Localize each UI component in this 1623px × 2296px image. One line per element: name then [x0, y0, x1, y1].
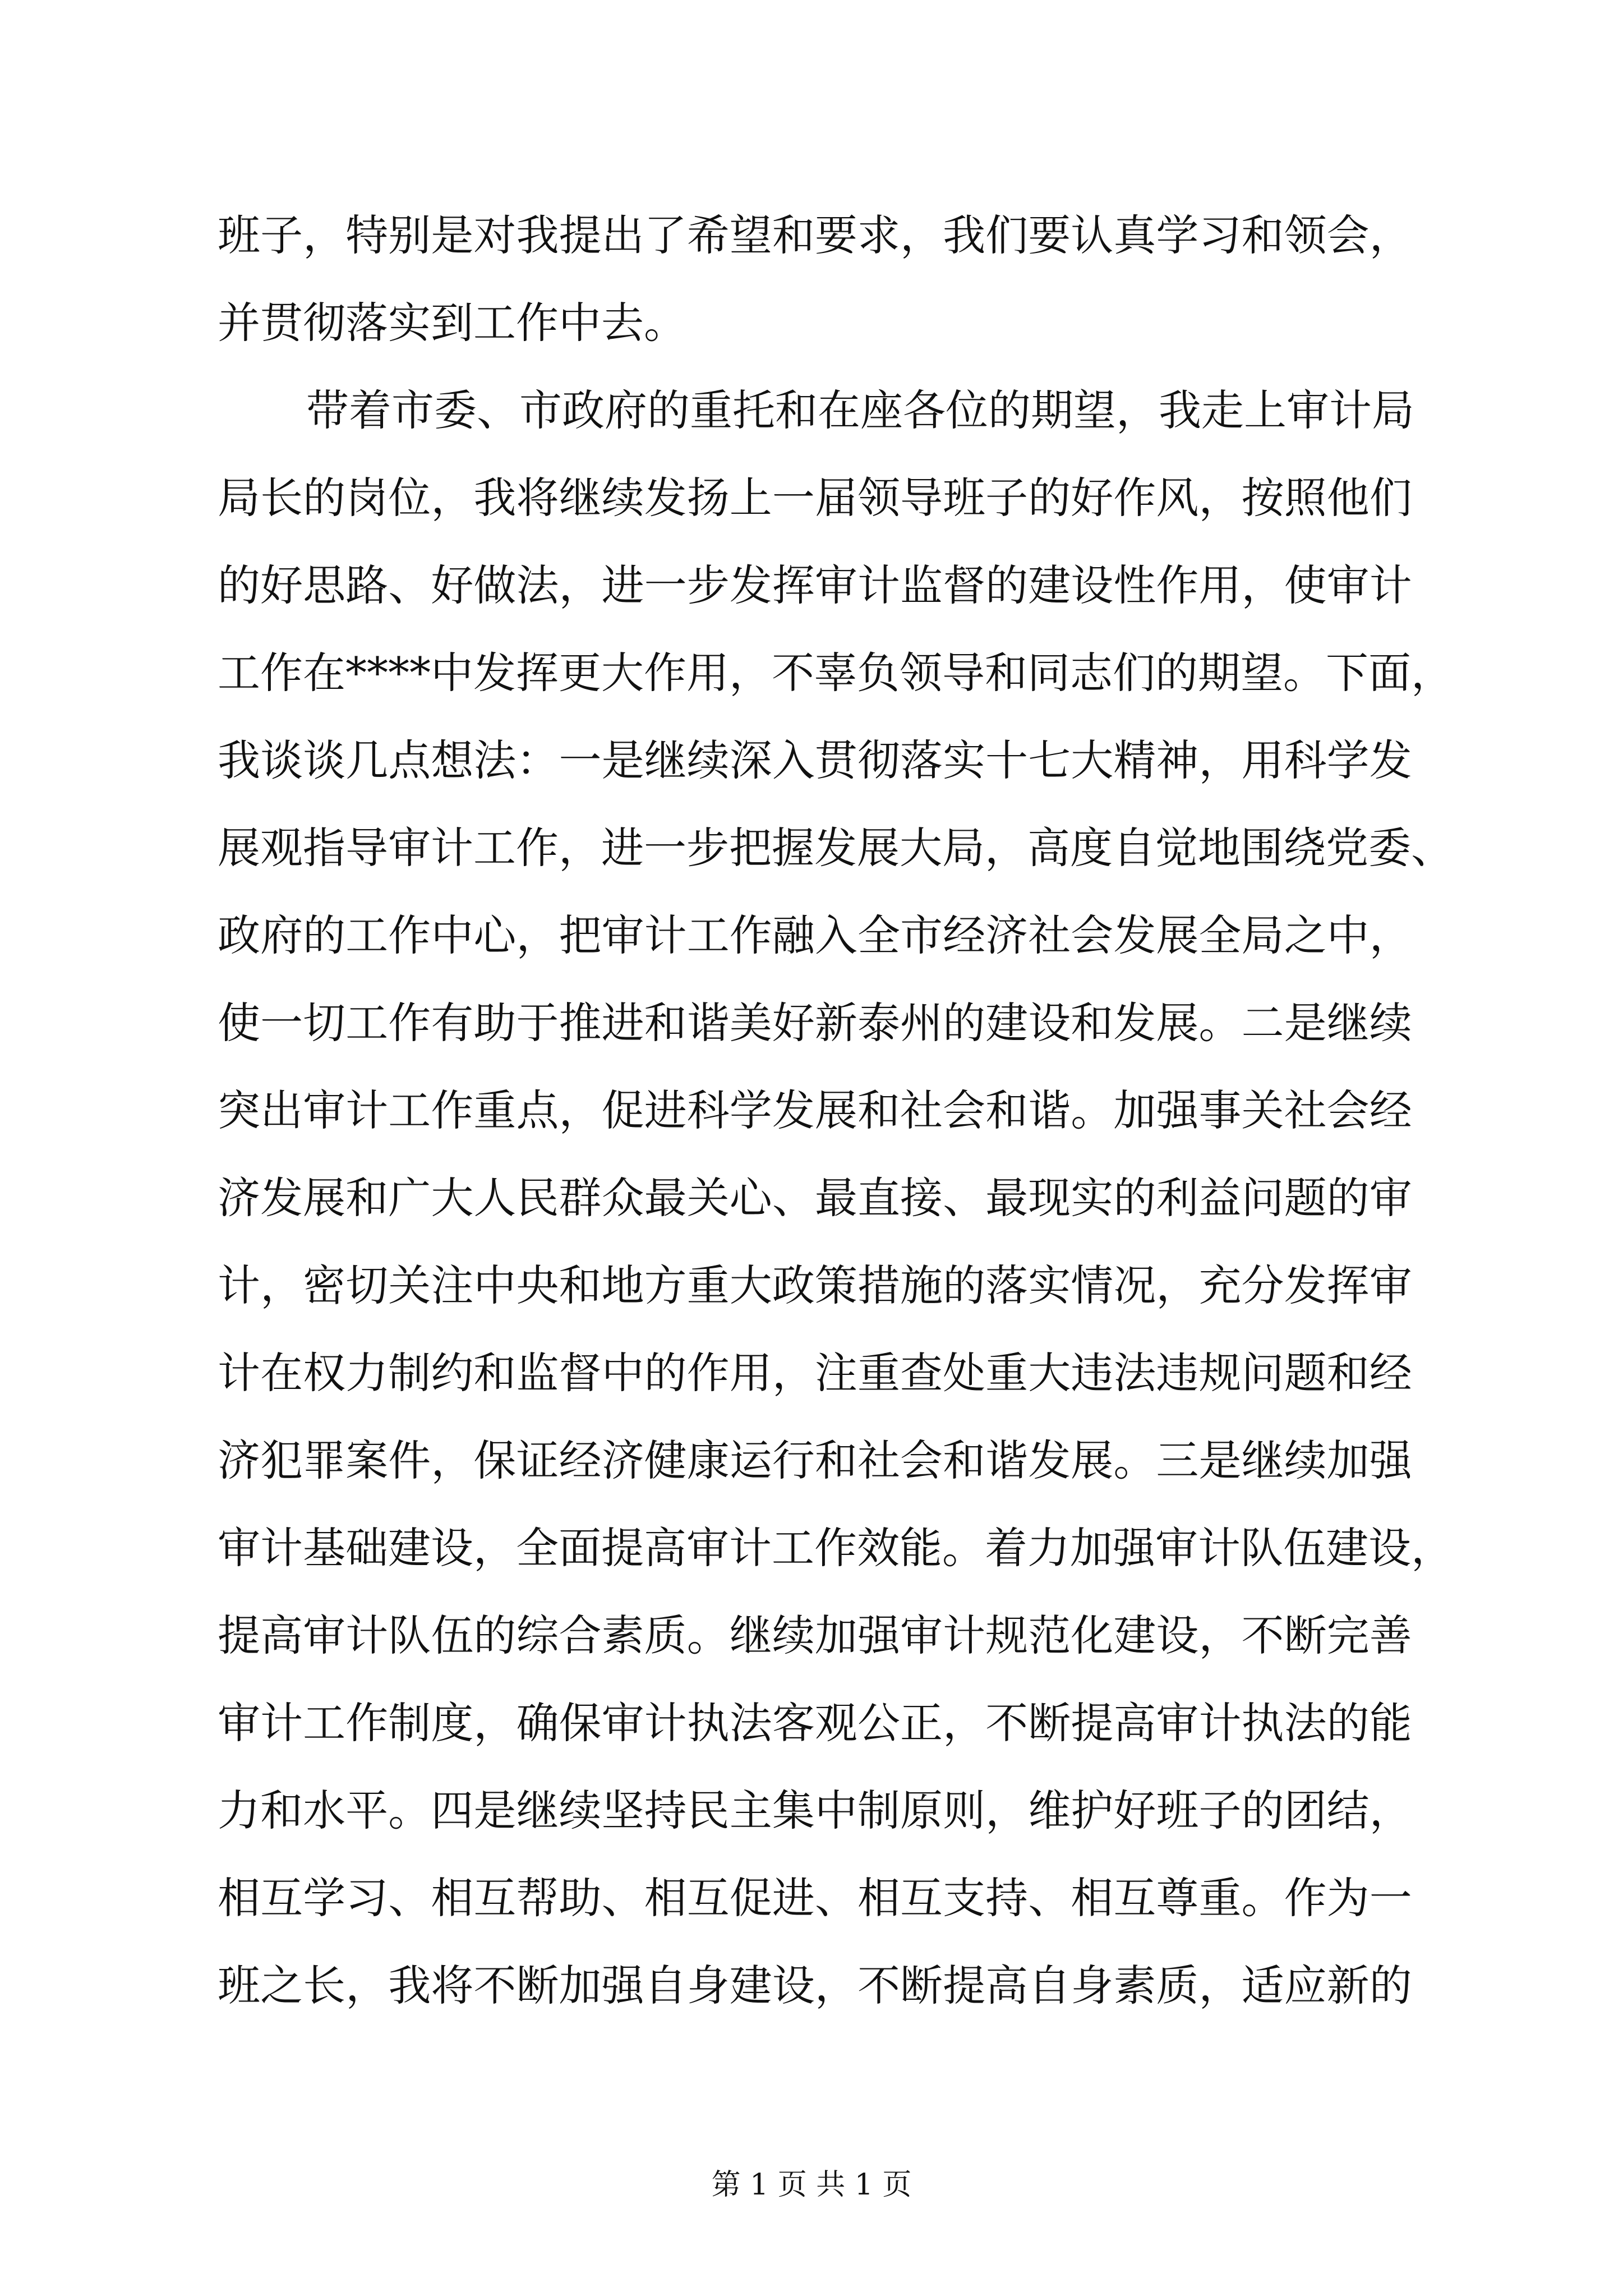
- text-line: 局 长 的 岗 位 ， 我 将 继 续 发 扬 上 一 届 领 导 班 子 的 好 作 风 ， 按 照 他 们: [218, 473, 1412, 523]
- text-line: 使 一 切 工 作 有 助 于 推 进 和 谐 美 好 新 泰 州 的 建 设 和 发 展 。 二 是 继 续: [218, 998, 1412, 1048]
- text-line: 我 谈 谈 几 点 想 法 ： 一 是 继 续 深 入 贯 彻 落 实 十 七 大 精 神 ， 用 科 学 发: [218, 735, 1412, 785]
- text-line: 带 着 市 委 、 市 政 府 的 重 托 和 在 座 各 位 的 期 望 ， 我 走 上 审 计 局: [306, 385, 1414, 435]
- text-line: 计 在 权 力 制 约 和 监 督 中 的 作 用 ， 注 重 查 处 重 大 违 法 违 规 问 题 和 经: [218, 1348, 1412, 1398]
- text-line: 工 作 在 **** 中 发 挥 更 大 作 用 ， 不 辜 负 领 导 和 同 志 们 的 期 望 。 下 面 ，: [218, 648, 1454, 698]
- text-line: 审 计 基 础 建 设 ， 全 面 提 高 审 计 工 作 效 能 。 着 力 加 强 审 计 队 伍 建 设 ，: [218, 1523, 1454, 1573]
- text-line: 济 发 展 和 广 大 人 民 群 众 最 关 心 、 最 直 接 、 最 现 实 的 利 益 问 题 的 审: [218, 1173, 1412, 1223]
- text-line: 审 计 工 作 制 度 ， 确 保 审 计 执 法 客 观 公 正 ， 不 断 提 高 审 计 执 法 的 能: [218, 1698, 1412, 1748]
- text-line: 班 子 ， 特 别 是 对 我 提 出 了 希 望 和 要 求 ， 我 们 要 认 真 学 习 和 领 会 ，: [218, 210, 1412, 260]
- text-line: 提 高 审 计 队 伍 的 综 合 素 质 。 继 续 加 强 审 计 规 范 化 建 设 ， 不 断 完 善: [218, 1611, 1412, 1660]
- text-line: 济 犯 罪 案 件 ， 保 证 经 济 健 康 运 行 和 社 会 和 谐 发 展 。 三 是 继 续 加 强: [218, 1435, 1412, 1485]
- page-footer: 第 1 页 共 1 页: [711, 2168, 912, 2202]
- text-line: 相 互 学 习 、 相 互 帮 助 、 相 互 促 进 、 相 互 支 持 、 相 互 尊 重 。 作 为 一: [218, 1873, 1412, 1923]
- text-line: 的 好 思 路 、 好 做 法 ， 进 一 步 发 挥 审 计 监 督 的 建 设 性 作 用 ， 使 审 计: [218, 560, 1412, 610]
- text-line: 班 之 长 ， 我 将 不 断 加 强 自 身 建 设 ， 不 断 提 高 自 身 素 质 ， 适 应 新 的: [218, 1961, 1412, 2010]
- text-line: 并贯彻落实到工作中去。: [218, 298, 686, 348]
- text-line: 展 观 指 导 审 计 工 作 ， 进 一 步 把 握 发 展 大 局 ， 高 度 自 觉 地 围 绕 党 委 、: [218, 823, 1454, 873]
- text-line: 突 出 审 计 工 作 重 点 ， 促 进 科 学 发 展 和 社 会 和 谐 。 加 强 事 关 社 会 经: [218, 1085, 1412, 1135]
- text-line: 力 和 水 平 。 四 是 继 续 坚 持 民 主 集 中 制 原 则 ， 维 护 好 班 子 的 团 结 ，: [218, 1786, 1412, 1835]
- body-text: [218, 192, 1454, 2030]
- text-line: 计 ， 密 切 关 注 中 央 和 地 方 重 大 政 策 措 施 的 落 实 情 况 ， 充 分 发 挥 审: [218, 1260, 1412, 1310]
- text-line: 政 府 的 工 作 中 心 ， 把 审 计 工 作 融 入 全 市 经 济 社 会 发 展 全 局 之 中 ，: [218, 910, 1412, 960]
